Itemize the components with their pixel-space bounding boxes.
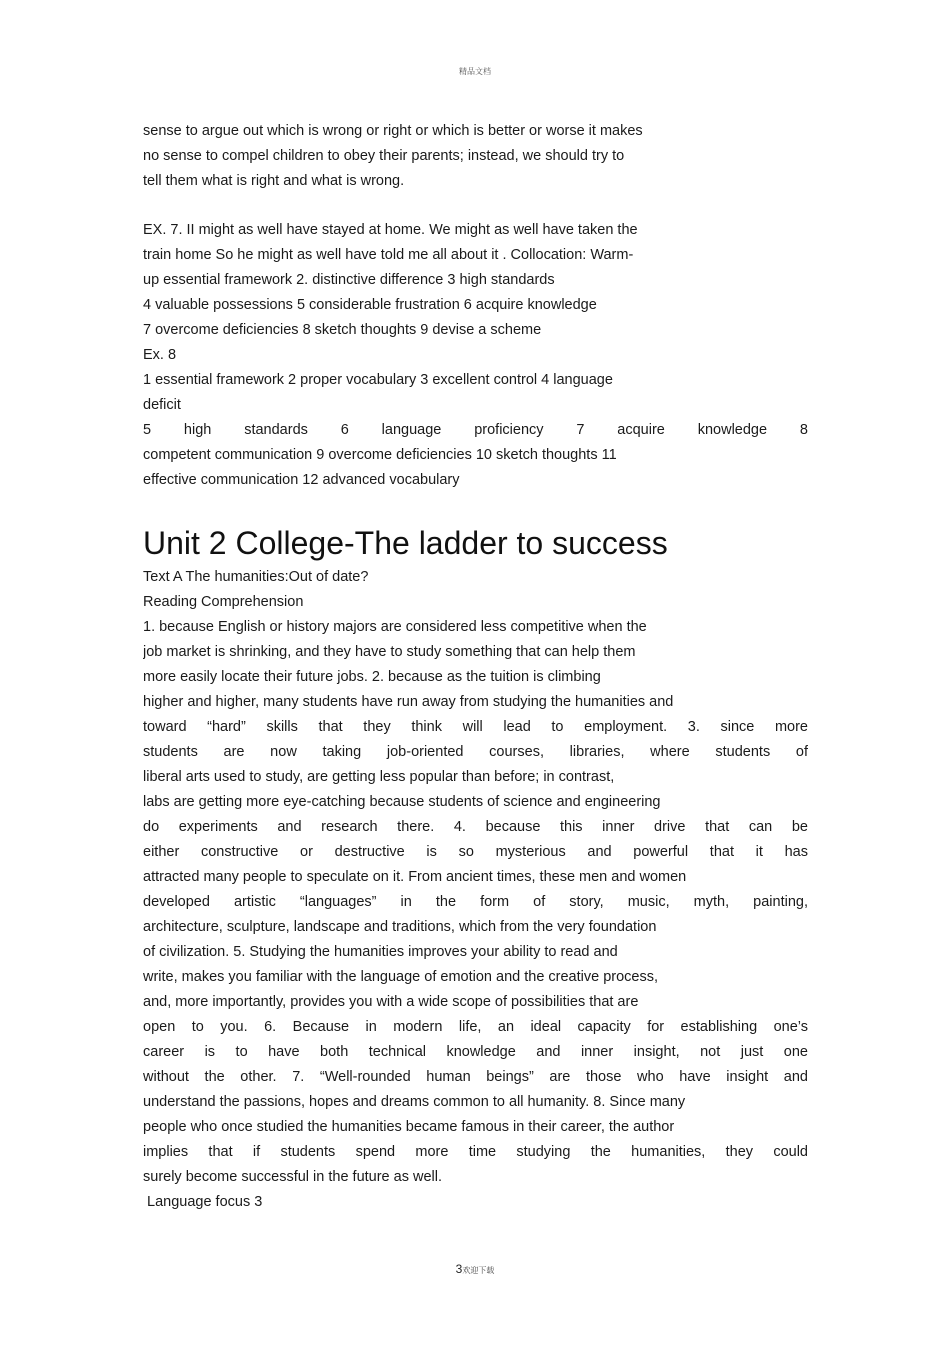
footer-text: 欢迎下载	[462, 1266, 495, 1275]
answer-line: toward “hard” skills that they think will lead to employment. 3. since more	[143, 719, 808, 735]
text-line: 4 valuable possessions 5 considerable frustration 6 acquire knowledge	[143, 297, 597, 313]
page-number: 3	[455, 1262, 463, 1276]
reading-comprehension-heading: Reading Comprehension	[143, 594, 304, 610]
answer-line: 1. because English or history majors are considered less competitive when the	[143, 619, 647, 635]
answer-line: liberal arts used to study, are getting less popular than before; in contrast,	[143, 769, 615, 785]
answer-line: job market is shrinking, and they have to study something that can help them	[143, 644, 636, 660]
answer-line: understand the passions, hopes and dreams common to all humanity. 8. Since many	[143, 1094, 686, 1110]
text-line: Ex. 8	[143, 347, 177, 363]
page-content	[143, 119, 808, 1215]
answer-line: students are now taking job-oriented courses, libraries, where students of	[143, 744, 808, 760]
text-line: train home So he might as well have told me all about it . Collocation: Warm-	[143, 247, 634, 263]
exercise-block	[143, 218, 808, 418]
answer-line: career is to have both technical knowledge and inner insight, not just one	[143, 1044, 808, 1060]
answer-line: labs are getting more eye-catching because students of science and engineering	[143, 794, 661, 810]
spacer	[143, 194, 808, 218]
page-header: 精品文档	[459, 67, 491, 76]
answer-line: developed artistic “languages” in the form of story, music, myth, painting,	[143, 894, 808, 910]
exercise-block-tail	[143, 443, 808, 493]
text-a-heading: Text A The humanities:Out of date?	[143, 569, 369, 585]
answer-line: implies that if students spend more time studying the humanities, they could	[143, 1144, 808, 1160]
answer-line: either constructive or destructive is so mysterious and powerful that it has	[143, 844, 808, 860]
answer-line: attracted many people to speculate on it. From ancient times, these men and women	[143, 869, 687, 885]
unit-title: Unit 2 College-The ladder to success	[143, 525, 668, 561]
language-focus-heading: Language focus 3	[147, 1194, 263, 1210]
answer-block-continued	[143, 119, 808, 194]
text-line: competent communication 9 overcome deficiencies 10 sketch thoughts 11	[143, 447, 617, 463]
answer-line: people who once studied the humanities became famous in their career, the author	[143, 1119, 675, 1135]
text-line: 7 overcome deficiencies 8 sketch thoughts 9 devise a scheme	[143, 322, 542, 338]
reading-answers	[143, 615, 808, 1190]
exercise-line: 5 high standards 6 language proficiency 7 acquire knowledge 8	[143, 422, 808, 438]
answer-line: higher and higher, many students have run away from studying the humanities and	[143, 694, 674, 710]
answer-line: and, more importantly, provides you with a wide scope of possibilities that are	[143, 994, 639, 1010]
text-line: sense to argue out which is wrong or right or which is better or worse it makes	[143, 123, 643, 139]
answer-line: more easily locate their future jobs. 2. because as the tuition is climbing	[143, 669, 601, 685]
answer-line: do experiments and research there. 4. because this inner drive that can be	[143, 819, 808, 835]
text-line: no sense to compel children to obey their parents; instead, we should try to	[143, 148, 625, 164]
text-line: tell them what is right and what is wrong.	[143, 173, 405, 189]
answer-line: of civilization. 5. Studying the humanities improves your ability to read and	[143, 944, 618, 960]
answer-line: write, makes you familiar with the language of emotion and the creative process,	[143, 969, 659, 985]
text-line: deficit	[143, 397, 181, 413]
spacer	[143, 493, 808, 523]
text-line: effective communication 12 advanced vocabulary	[143, 472, 460, 488]
answer-line: surely become successful in the future as well.	[143, 1169, 442, 1185]
text-line: EX. 7. II might as well have stayed at home. We might as well have taken the	[143, 222, 638, 238]
text-line: 1 essential framework 2 proper vocabulary 3 excellent control 4 language	[143, 372, 613, 388]
answer-line: open to you. 6. Because in modern life, an ideal capacity for establishing one’s	[143, 1019, 808, 1035]
answer-line: architecture, sculpture, landscape and traditions, which from the very foundation	[143, 919, 657, 935]
page-footer	[0, 1262, 950, 1276]
answer-line: without the other. 7. “Well-rounded human beings” are those who have insight and	[143, 1069, 808, 1085]
text-line: up essential framework 2. distinctive difference 3 high standards	[143, 272, 555, 288]
